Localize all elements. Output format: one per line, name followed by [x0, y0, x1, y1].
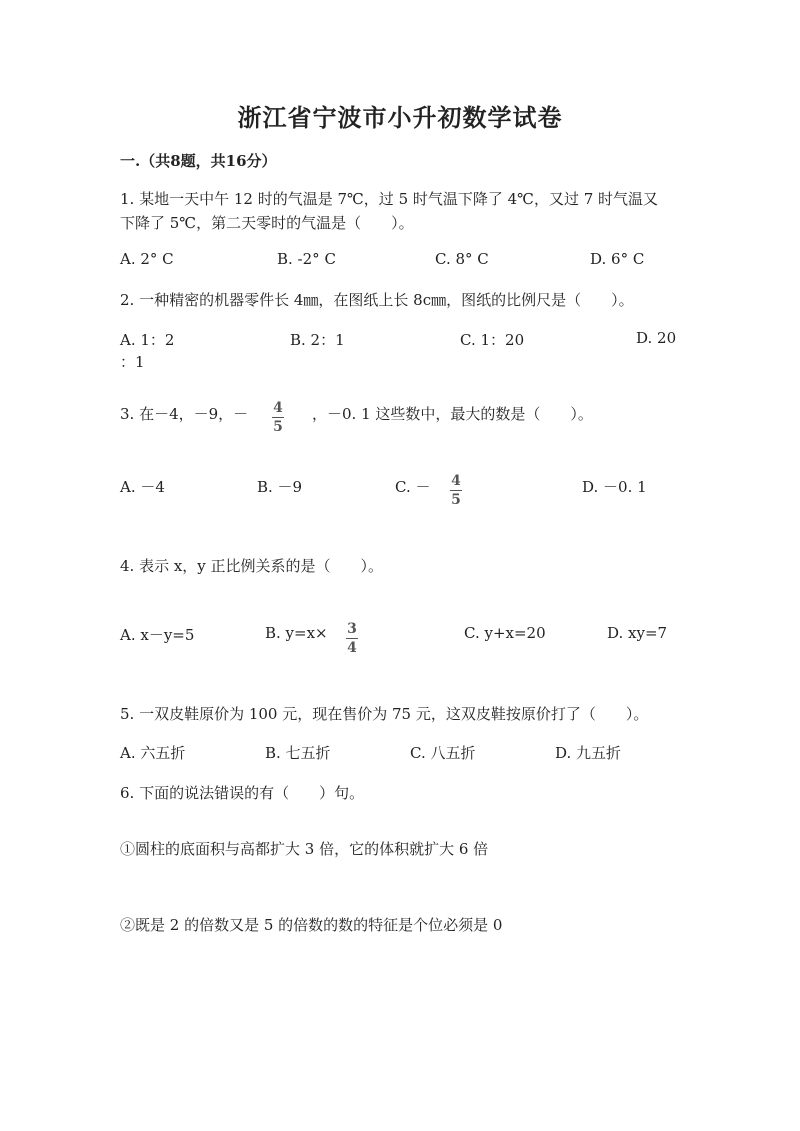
q2-option-d-wrap: ：1: [120, 353, 145, 371]
q5-option-a: A. 六五折: [120, 744, 186, 762]
fraction-bar: [346, 638, 358, 639]
q1-option-b: B. -2° C: [277, 250, 336, 268]
q1-option-c: C. 8° C: [435, 250, 489, 268]
fraction-denominator: 5: [451, 492, 461, 508]
q2-option-a: A. 1：2: [120, 331, 175, 349]
q4-option-c: C. y+x=20: [464, 624, 546, 642]
q2-option-b: B. 2：1: [290, 331, 345, 349]
question-5: 5. 一双皮鞋原价为 100 元，现在售价为 75 元，这双皮鞋按原价打了（ ）。: [120, 705, 649, 723]
q3-option-c: C. －: [395, 478, 431, 496]
question-1-line-2: 下降了 5℃，第二天零时的气温是（ ）。: [120, 214, 414, 232]
q5-option-b: B. 七五折: [265, 744, 331, 762]
fraction-denominator: 5: [273, 419, 283, 435]
q5-option-c: C. 八五折: [410, 744, 476, 762]
question-3-fraction: [272, 397, 284, 435]
q3-option-b: B. －9: [257, 478, 303, 496]
q3-option-c-fraction: [450, 470, 462, 508]
question-6-statement-2: ②既是 2 的倍数又是 5 的倍数的数的特征是个位必须是 0: [120, 916, 503, 934]
fraction-numerator: 4: [273, 400, 283, 416]
q4-option-b-fraction: [346, 618, 358, 656]
q4-option-d: D. xy=7: [607, 624, 668, 642]
q1-option-a: A. 2° C: [120, 250, 174, 268]
page-title: 浙江省宁波市小升初数学试卷: [237, 103, 563, 132]
q4-option-a: A. x－y=5: [120, 626, 195, 644]
q1-option-d: D. 6° C: [590, 250, 645, 268]
fraction-numerator: 4: [451, 473, 461, 489]
question-6-statement-1: ①圆柱的底面积与高都扩大 3 倍，它的体积就扩大 6 倍: [120, 840, 489, 858]
question-1-line-1: 1. 某地一天中午 12 时的气温是 7℃，过 5 时气温下降了 4℃，又过 7 时气温又: [120, 190, 659, 208]
question-4: 4. 表示 x，y 正比例关系的是（ ）。: [120, 557, 384, 575]
q2-option-c: C. 1：20: [460, 331, 525, 349]
q2-option-d: D. 20: [636, 329, 677, 347]
question-3-text-after: ，－0. 1 这些数中，最大的数是（ ）。: [312, 405, 593, 423]
q3-option-d: D. －0. 1: [582, 478, 647, 496]
fraction-bar: [272, 417, 284, 418]
section-heading: 一.（共8题，共16分）: [120, 152, 277, 170]
fraction-numerator: 3: [347, 621, 357, 637]
q4-option-b: B. y=x×: [265, 624, 328, 642]
question-2: 2. 一种精密的机器零件长 4㎜，在图纸上长 8c㎜，图纸的比例尺是（ ）。: [120, 291, 634, 309]
q3-option-a: A. －4: [120, 478, 165, 496]
q5-option-d: D. 九五折: [555, 744, 622, 762]
question-6: 6. 下面的说法错误的有（ ）句。: [120, 784, 365, 802]
fraction-bar: [450, 490, 462, 491]
fraction-denominator: 4: [347, 640, 357, 656]
question-3-text-before: 3. 在－4，－9，－: [120, 405, 249, 423]
